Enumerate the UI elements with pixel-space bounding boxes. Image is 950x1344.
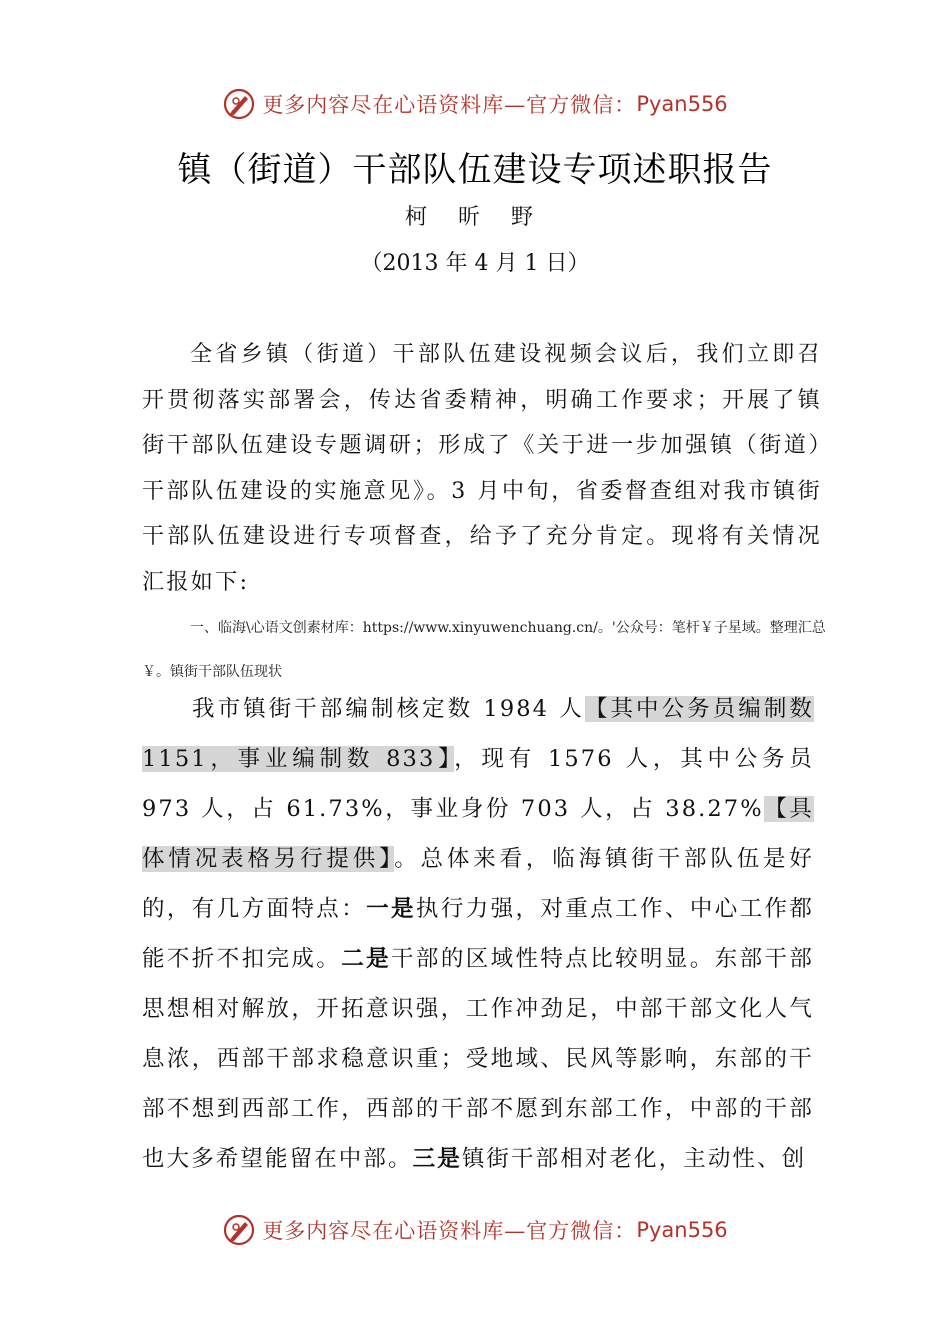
- document-date: （2013 年 4 月 1 日）: [360, 251, 590, 276]
- pen-logo-icon: [222, 87, 256, 121]
- footer-watermark: [0, 1210, 950, 1250]
- watermark-wechat: Pyan556: [636, 1218, 728, 1242]
- highlight-table-note: 【具体情况表格另行提供】: [142, 796, 814, 872]
- watermark-text: 更多内容尽在心语资料库—官方微信：: [262, 1219, 637, 1243]
- document-author: 柯 昕 野: [405, 205, 545, 230]
- point-three-label: 三是: [412, 1146, 462, 1172]
- intro-paragraph: 全省乡镇（街道）干部队伍建设视频会议后，我们立即召开贯彻落实部署会，传达省委精神，明确工作要求；开展了镇街干部队伍建设专题调研；形成了《关于进一步加强镇（街道）干部队伍建设的实施意见》。3 月中旬，省委督查组对我市镇街干部队伍建设进行专项督查，给予了充分肯定。现将有关情况汇报如下:: [142, 342, 822, 595]
- watermark-text: 更多内容尽在心语资料库—官方微信：: [262, 93, 637, 117]
- document-title: 镇（街道）干部队伍建设专项述职报告: [177, 150, 773, 190]
- point-two-label: 二是: [341, 946, 392, 972]
- watermark-wechat: Pyan556: [636, 92, 728, 116]
- header-watermark: [0, 84, 950, 124]
- pen-logo-icon: [222, 1213, 256, 1247]
- section-heading: 一、临海\心语文创素材库：https://www.xinyuwenchuang.cn/。'公众号：笔杆￥子星域。整理汇总￥。镇街干部队伍现状: [142, 620, 826, 680]
- highlight-staffing: 【其中公务员编制数 1151，事业编制数 833】: [142, 696, 814, 772]
- status-paragraph: 我市镇街干部编制核定数 1984 人【其中公务员编制数 1151，事业编制数 833】，现有 1576 人，其中公务员 973 人，占 61.73%，事业身份 703 人，占 38.27%【具体情况表格另行提供】。总体来看，临海镇街干部队伍是好的，有几方面特点：一是执行力强，对重点工作、中心工作都能不折不扣完成。二是干部的区域性特点比较明显。东部干部思想相对解放，开拓意识强，工作冲劲足，中部干部文化人气息浓，西部干部求稳意识重；受地域、民风等影响，东部的干部不想到西部工作，西部的干部不愿到东部工作，中部的干部也大多希望能留在中部。三是镇街干部相对老化，主动性、创: [142, 696, 815, 1172]
- point-one-label: 一是: [366, 896, 416, 922]
